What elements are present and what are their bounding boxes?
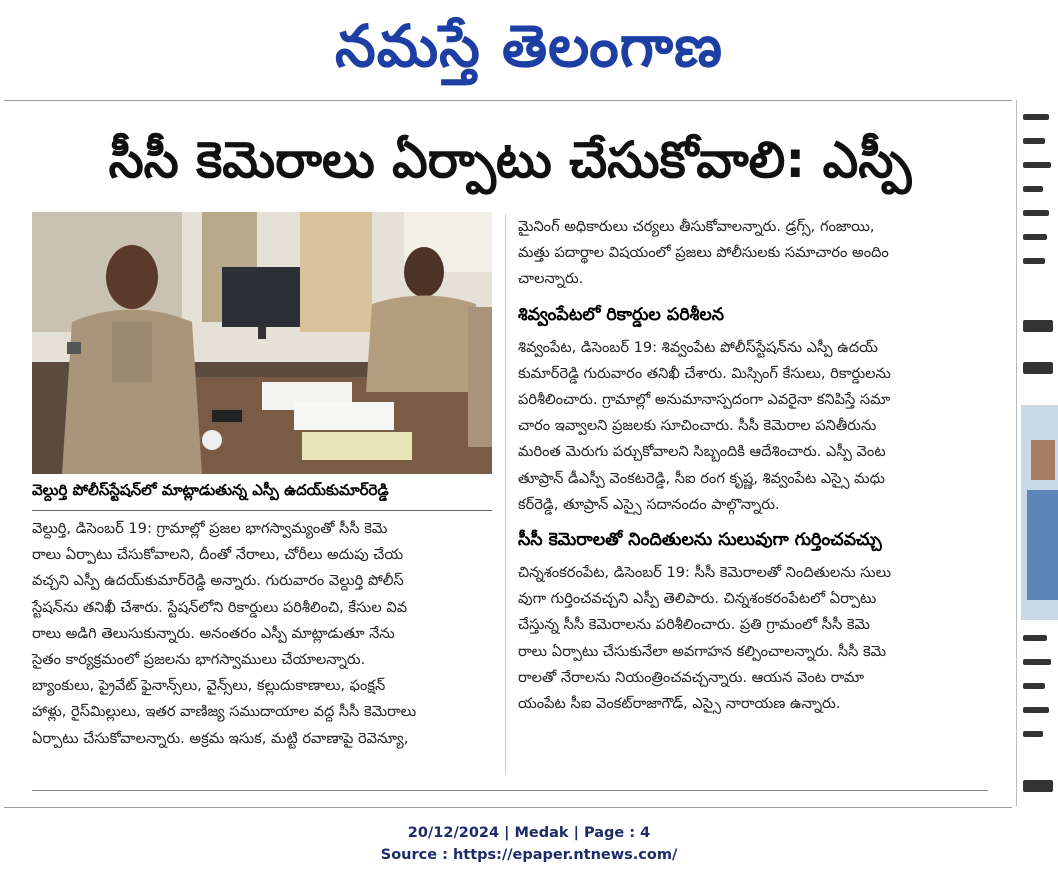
body-line: చారం ఇవ్వాలని ప్రజలకు సూచించారు. సీసీ కెమెరాల పనితీరును xyxy=(518,417,877,435)
adjacent-article-fragment xyxy=(1016,100,1058,806)
body-line: మైనింగ్ అధికారులు చర్యలు తీసుకోవాలన్నారు. డ్రగ్స్, గంజాయి, xyxy=(518,218,875,235)
body-line: రాలు ఏర్పాటు చేసుకునేలా అవగాహన కల్పించాలన్నారు. సీసీ కెమె xyxy=(518,642,887,660)
body-line: కుమార్‌రెడ్డి గురువారం తనిఖీ చేశారు. మిస్సింగ్ కేసులు, రికార్డులను xyxy=(518,364,891,382)
body-line: చేస్తున్న సీసీ కెమెరాలను పరిశీలించారు. ప్రతి గ్రామంలో సీసీ కెమె xyxy=(518,616,870,634)
body-line: యంపేట సీఐ వెంకట్‌రాజాగౌడ్, ఎస్సై నారాయణ ఉన్నారు. xyxy=(518,695,841,713)
photo-caption: వెల్దుర్తి పోలీస్‌స్టేషన్‌లో మాట్లాడుతున్న ఎస్పీ ఉదయ్‌కుమార్‌రెడ్డి xyxy=(32,481,389,499)
police-officers-photo-icon xyxy=(32,212,492,474)
subheading-cctv-identification: సీసీ కెమెరాలతో నిందితులను సులువుగా గుర్తించవచ్చు xyxy=(518,530,882,551)
body-line: కర్‌రెడ్డి, తూప్రాన్ ఎస్సై సదానందం పాల్గొన్నారు. xyxy=(518,495,780,513)
source-link[interactable]: Source : https://epaper.ntnews.com/ xyxy=(380,847,678,863)
body-line: వుగా గుర్తించవచ్చని ఎస్పీ తెలిపారు. చిన్నశంకరంపేటలో ఏర్పాటు xyxy=(518,590,877,608)
article-right-column xyxy=(518,214,988,717)
column-divider xyxy=(505,214,506,774)
body-line: రాలు ఏర్పాటు చేసుకోవాలని, దీంతో నేరాలు, చోరీలు అదుపు చేయ xyxy=(32,546,404,564)
edition-info: 20/12/2024 | Medak | Page : 4 xyxy=(407,825,651,841)
article-photo xyxy=(32,212,492,474)
body-line: పరిశీలించారు. గ్రామాల్లో అనుమానాస్పదంగా ఎవరైనా కనిపిస్తే సమా xyxy=(518,391,891,409)
bottom-divider xyxy=(32,790,988,791)
body-line: వెల్దుర్తి, డిసెంబర్ 19: గ్రామాల్లో ప్రజల భాగస్వామ్యంతో సీసీ కెమె xyxy=(32,520,388,537)
masthead xyxy=(0,0,1058,92)
body-line: మరింత మెరుగు పర్చుకోవాలని సిబ్బందికి ఆదేశించారు. ఎస్పీ వెంట xyxy=(518,443,886,461)
body-line: మత్తు పదార్థాల విషయంలో ప్రజలు పోలీసులకు సమాచారం అందిం xyxy=(518,244,889,262)
body-line: తూప్రాన్ డీఎస్పీ వెంకటరెడ్డి, సీఐ రంగ కృష్ణ, శివ్వంపేట ఎస్సై మధు xyxy=(518,469,885,487)
article-left-column xyxy=(32,516,494,752)
body-line: శివ్వంపేట, డిసెంబర్ 19: శివ్వంపేట పోలీస్‌స్టేషన్‌ను ఎస్పీ ఉదయ్ xyxy=(518,338,878,356)
body-line: సైతం కార్యక్రమంలో ప్రజలను భాగస్వాములు చేయాలన్నారు. xyxy=(32,651,366,669)
page-footer xyxy=(0,822,1058,866)
body-line: చిన్నశంకరంపేట, డిసెంబర్ 19: సీసీ కెమెరాలతో నిందితులను సులు xyxy=(518,564,891,582)
body-line: ఏర్పాటు చేసుకోవాలన్నారు. అక్రమ ఇసుక, మట్టి రవాణాపై రెవెన్యూ, xyxy=(32,729,409,747)
body-line: రాలతో నేరాలను నియంత్రించవచ్చన్నారు. ఆయన వెంట రామా xyxy=(518,668,864,686)
caption-divider xyxy=(32,510,492,511)
body-line: బ్యాంకులు, ప్రైవేట్ ఫైనాన్స్‌లు, వైన్స్‌లు, కల్లుదుకాణాలు, ఫంక్షన్ xyxy=(32,677,386,695)
body-line: వచ్చని ఎస్పీ ఉదయ్‌కుమార్‌రెడ్డి అన్నారు. గురువారం వెల్దుర్తి పోలీస్ xyxy=(32,572,404,590)
body-line: హాళ్లు, రైస్‌మిల్లులు, ఇతర వాణిజ్య సముదాయాల వద్ద సీసీ కెమెరాలు xyxy=(32,703,417,721)
body-line: రాలు అడిగి తెలుసుకున్నారు. అనంతరం ఎస్పీ మాట్లాడుతూ నేను xyxy=(32,624,395,642)
body-line: చాలన్నారు. xyxy=(518,270,584,288)
subheading-records-inspection: శివ్వంపేటలో రికార్డుల పరిశీలన xyxy=(518,304,725,325)
article-headline: సీసీ కెమెరాలు ఏర్పాటు చేసుకోవాలి: ఎస్పీ xyxy=(108,130,912,189)
body-line: స్టేషన్‌ను తనిఖీ చేశారు. స్టేషన్‌లోని రికార్డులు పరిశీలించి, కేసుల వివ xyxy=(32,598,408,616)
newspaper-logo-title: నమస్తే తెలంగాణ xyxy=(335,12,723,80)
adjacent-text-fragment-icon xyxy=(1017,100,1058,806)
